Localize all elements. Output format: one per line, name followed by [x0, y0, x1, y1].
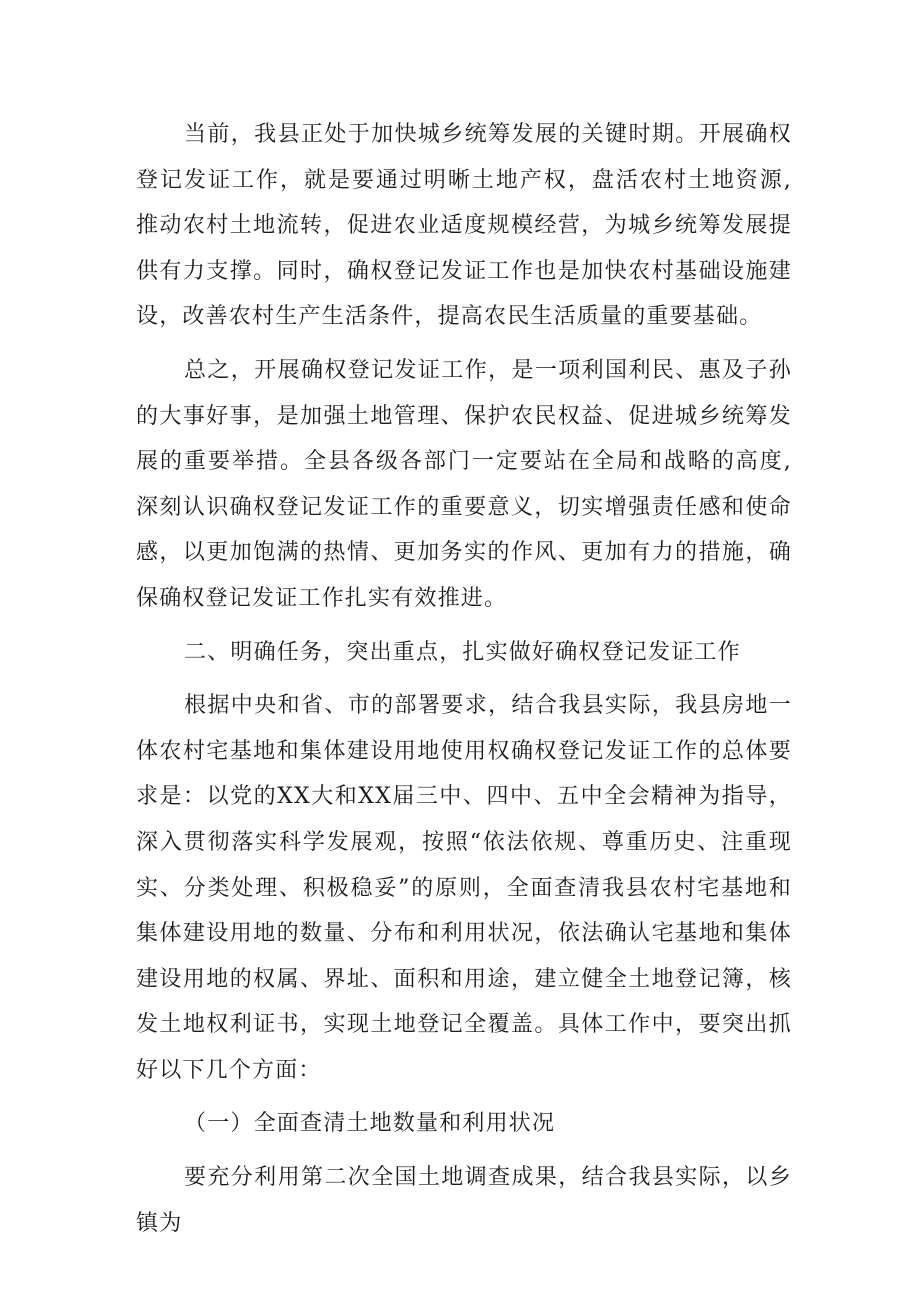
paragraph-2: 总之，开展确权登记发证工作，是一项利国利民、惠及子孙的大事好事，是加强土地管理、保护农民权益、促进城乡统筹发展的重要举措。全县各级各部门一定要站在全局和战略的高度,深刻认识确权登记发证工作的重要意义，切实增强责任感和使命感，以更加饱满的热情、更加务实的作风、更加有力的措施，确保确权登记发证工作扎实有效推进。 [136, 357, 792, 611]
subsection-heading: （一）全面查清土地数量和利用状况 [184, 1111, 556, 1137]
section-paragraph: 根据中央和省、市的部署要求，结合我县实际，我县房地一体农村宅基地和集体建设用地使用权确权登记发证工作的总体要求是：以党的XX大和XX届三中、四中、五中全会精神为指导，深入贯彻落实科学发展观，按照“依法依规、尊重历史、注重现实、分类处理、积极稳妥”的原则，全面查清我县农村宅基地和集体建设用地的数量、分布和利用状况，依法确认宅基地和集体建设用地的权属、界址、面积和用途，建立健全土地登记簿，核发土地权利证书，实现土地登记全覆盖。具体工作中，要突出抓好以下几个方面： [136, 693, 792, 1083]
subsection-paragraph: 要充分利用第二次全国土地调查成果，结合我县实际，以乡镇为 [136, 1165, 792, 1236]
document-body [136, 112, 792, 1254]
section-heading: 二、明确任务，突出重点，扎实做好确权登记发证工作 [184, 639, 741, 665]
paragraph-1: 当前，我县正处于加快城乡统筹发展的关键时期。开展确权登记发证工作，就是要通过明晰土地产权，盘活农村土地资源,推动农村土地流转，促进农业适度规模经营，为城乡统筹发展提供有力支撑。同时，确权登记发证工作也是加快农村基础设施建设，改善农村生产生活条件，提高农民生活质量的重要基础。 [136, 122, 792, 330]
